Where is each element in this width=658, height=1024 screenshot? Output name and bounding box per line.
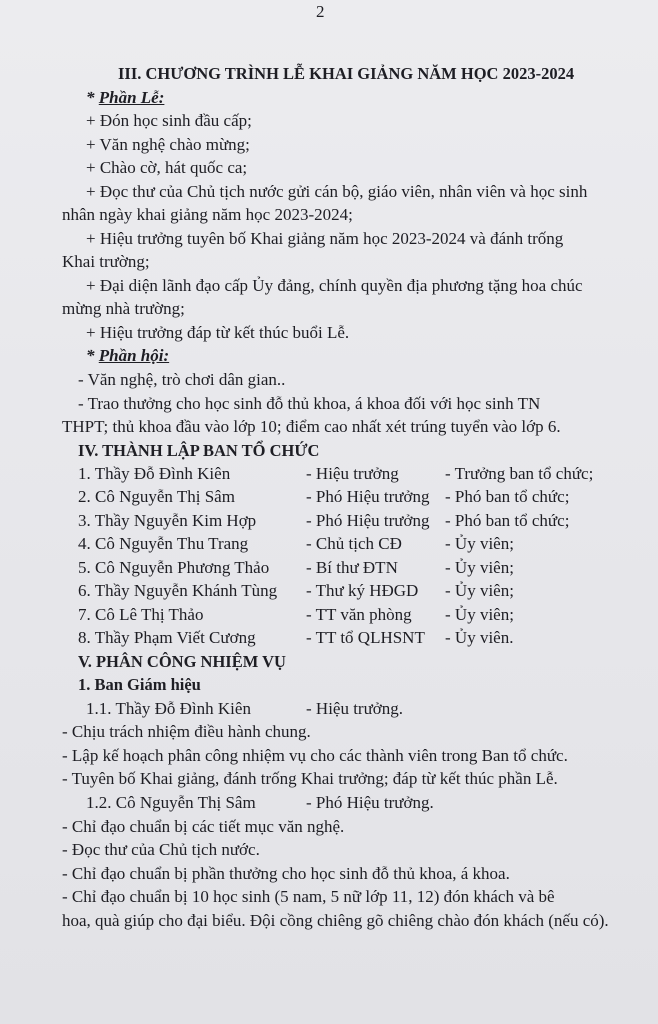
member-name: 8. Thầy Phạm Viết Cương: [78, 628, 256, 647]
part-le-title: Phần Lễ:: [98, 88, 165, 107]
member-position: - Phó Hiệu trưởng: [306, 487, 430, 506]
list-item: - Chịu trách nhiệm điều hành chung.: [62, 722, 311, 741]
page-number: 2: [316, 2, 325, 21]
list-item: + Đón học sinh đầu cấp;: [86, 111, 252, 130]
list-item: - Văn nghệ, trò chơi dân gian..: [78, 370, 286, 389]
section-3-heading: III. CHƯƠNG TRÌNH LỄ KHAI GIẢNG NĂM HỌC 2023-2024: [118, 64, 575, 83]
list-item: + Hiệu trưởng tuyên bố Khai giảng năm học 2023-2024 và đánh trống: [86, 229, 564, 248]
list-item: - Tuyên bố Khai giảng, đánh trống Khai trưởng; đáp từ kết thúc phần Lễ.: [62, 769, 558, 788]
member-role: - Ủy viên;: [445, 581, 514, 600]
list-item-continued: THPT; thủ khoa đầu vào lớp 10; điểm cao nhất xét trúng tuyển vào lớp 6.: [62, 417, 561, 436]
list-item: - Trao thưởng cho học sinh đỗ thủ khoa, á khoa đối với học sinh TN: [78, 394, 541, 413]
assignee-name: 1.2. Cô Nguyễn Thị Sâm: [86, 793, 256, 812]
list-item: - Lập kế hoạch phân công nhiệm vụ cho các thành viên trong Ban tổ chức.: [62, 746, 568, 765]
member-name: 7. Cô Lê Thị Thảo: [78, 605, 204, 624]
list-item: - Chỉ đạo chuẩn bị phần thưởng cho học sinh đỗ thủ khoa, á khoa.: [62, 864, 510, 883]
list-item-continued: Khai trường;: [62, 252, 150, 271]
part-le-heading: [86, 87, 164, 109]
section-4-heading: IV. THÀNH LẬP BAN TỔ CHỨC: [78, 441, 320, 460]
member-name: 2. Cô Nguyễn Thị Sâm: [78, 487, 235, 506]
member-name: 3. Thầy Nguyễn Kim Hợp: [78, 511, 257, 530]
subsection-1-heading: 1. Ban Giám hiệu: [78, 675, 201, 694]
member-role: - Ủy viên.: [445, 628, 514, 647]
list-item: - Đọc thư của Chủ tịch nước.: [62, 840, 260, 859]
list-item: + Đại diện lãnh đạo cấp Ủy đảng, chính quyền địa phương tặng hoa chúc: [86, 276, 583, 295]
member-role: - Phó ban tổ chức;: [445, 487, 570, 506]
list-item: + Hiệu trưởng đáp từ kết thúc buổi Lễ.: [86, 323, 350, 342]
list-item: + Đọc thư của Chủ tịch nước gửi cán bộ, giáo viên, nhân viên và học sinh: [86, 182, 588, 201]
section-5-heading: V. PHÂN CÔNG NHIỆM VỤ: [78, 652, 286, 671]
member-position: - Phó Hiệu trưởng: [306, 511, 430, 530]
part-hoi-heading: [86, 345, 169, 367]
assignee-role: - Phó Hiệu trưởng.: [306, 793, 434, 812]
member-role: - Ủy viên;: [445, 605, 514, 624]
member-role: - Phó ban tổ chức;: [445, 511, 570, 530]
member-name: 4. Cô Nguyễn Thu Trang: [78, 534, 249, 553]
member-role: - Trưởng ban tổ chức;: [445, 464, 594, 483]
list-item: - Chỉ đạo chuẩn bị các tiết mục văn nghệ.: [62, 817, 345, 836]
member-position: - TT văn phòng: [306, 605, 412, 624]
list-item: - Chỉ đạo chuẩn bị 10 học sinh (5 nam, 5 nữ lớp 11, 12) đón khách và bê: [62, 887, 555, 906]
part-le-star: *: [86, 88, 99, 107]
list-item-continued: nhân ngày khai giảng năm học 2023-2024;: [62, 205, 353, 224]
member-name: 1. Thầy Đỗ Đình Kiên: [78, 464, 231, 483]
list-item: + Văn nghệ chào mừng;: [86, 135, 250, 154]
member-role: - Ủy viên;: [445, 534, 514, 553]
part-hoi-star: *: [86, 346, 99, 365]
member-name: 6. Thầy Nguyễn Khánh Tùng: [78, 581, 278, 600]
list-item-continued: hoa, quà giúp cho đại biểu. Đội cồng chiêng gõ chiêng chào đón khách (nếu có).: [62, 911, 609, 930]
list-item: + Chào cờ, hát quốc ca;: [86, 158, 248, 177]
assignee-name: 1.1. Thầy Đỗ Đình Kiên: [86, 699, 251, 718]
member-name: 5. Cô Nguyễn Phương Thảo: [78, 558, 270, 577]
list-item-continued: mừng nhà trường;: [62, 299, 185, 318]
member-position: - TT tổ QLHSNT: [306, 628, 425, 647]
member-position: - Thư ký HĐGD: [306, 581, 419, 600]
member-position: - Chủ tịch CĐ: [306, 534, 402, 553]
member-position: - Bí thư ĐTN: [306, 558, 398, 577]
part-hoi-title: Phần hội:: [98, 346, 170, 365]
member-role: - Ủy viên;: [445, 558, 514, 577]
assignee-role: - Hiệu trưởng.: [306, 699, 404, 718]
member-position: - Hiệu trưởng: [306, 464, 399, 483]
